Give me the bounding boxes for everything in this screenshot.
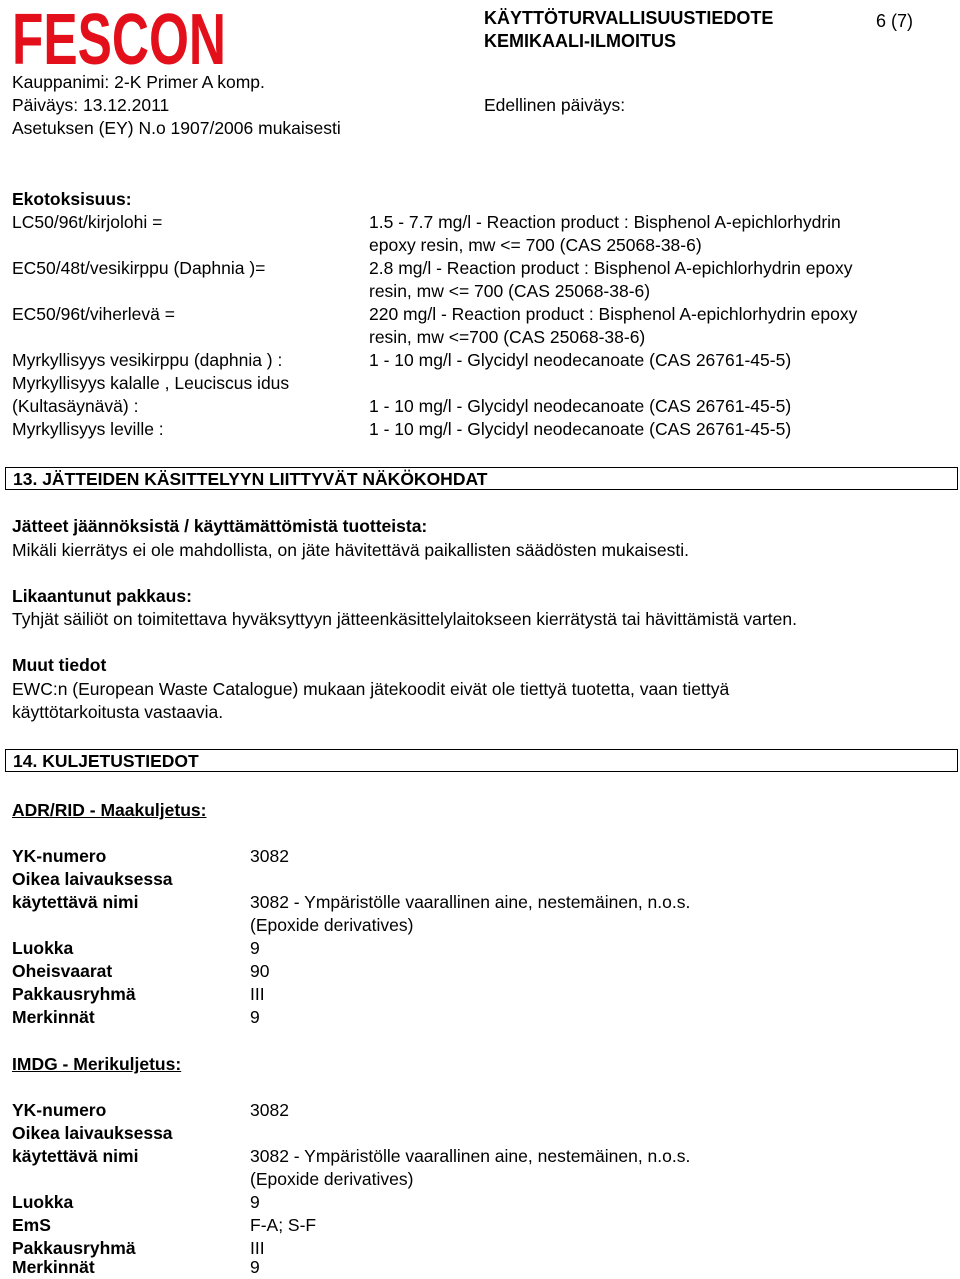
imdg-name-label-cont: käytettävä nimi	[12, 1146, 139, 1166]
packaging-text: Tyhjät säiliöt on toimitettava hyväksyttyyn jätteenkäsittelylaitokseen kierrätystä tai hävittämistä varten.	[12, 609, 797, 629]
imdg-name-value-cont: (Epoxide derivatives)	[250, 1169, 414, 1189]
ecotox-label: Myrkyllisyys leville :	[12, 419, 164, 439]
document-title: KÄYTTÖTURVALLISUUSTIEDOTE	[484, 8, 774, 28]
ecotox-value: 1 - 10 mg/l - Glycidyl neodecanoate (CAS 26761-45-5)	[369, 350, 792, 370]
ecotox-label: EC50/96t/viherlevä =	[12, 304, 175, 324]
waste-text: Mikäli kierrätys ei ole mahdollista, on jäte hävitettävä paikallisten säädösten mukaisesti.	[12, 540, 689, 560]
ecotox-label-cont: (Kultasäynävä) :	[12, 396, 139, 416]
other-info-heading: Muut tiedot	[12, 655, 107, 675]
adr-heading: ADR/RID - Maakuljetus:	[12, 800, 207, 820]
ecotox-label: LC50/96t/kirjolohi =	[12, 212, 163, 232]
imdg-class-label: Luokka	[12, 1192, 74, 1212]
ecotox-value-cont: resin, mw <=700 (CAS 25068-38-6)	[369, 327, 646, 347]
ecotox-value: 1.5 - 7.7 mg/l - Reaction product : Bisphenol A-epichlorhydrin	[369, 212, 841, 232]
imdg-ems-value: F-A; S-F	[250, 1215, 317, 1235]
adr-subsidiary-value: 90	[250, 961, 270, 981]
ecotox-label: Myrkyllisyys vesikirppu (daphnia ) :	[12, 350, 283, 370]
adr-name-label: Oikea laivauksessa	[12, 869, 173, 889]
adr-subsidiary-label: Oheisvaarat	[12, 961, 113, 981]
adr-name-value: 3082 - Ympäristölle vaarallinen aine, nestemäinen, n.o.s.	[250, 892, 691, 912]
page-number: 6 (7)	[876, 11, 914, 31]
adr-packing-group-label: Pakkausryhmä	[12, 984, 136, 1004]
ecotox-value: 220 mg/l - Reaction product : Bisphenol A-epichlorhydrin epoxy	[369, 304, 858, 324]
ecotox-heading: Ekotoksisuus:	[12, 189, 132, 209]
imdg-markings-label: Merkinnät	[12, 1257, 95, 1277]
adr-name-label-cont: käytettävä nimi	[12, 892, 139, 912]
logo-text: FESCON	[12, 6, 226, 70]
imdg-ems-label: EmS	[12, 1215, 51, 1235]
imdg-name-value: 3082 - Ympäristölle vaarallinen aine, nestemäinen, n.o.s.	[250, 1146, 691, 1166]
other-info-text-cont: käyttötarkoitusta vastaavia.	[12, 702, 224, 722]
document-date: Päiväys: 13.12.2011	[12, 95, 170, 115]
ecotox-label: EC50/48t/vesikirppu (Daphnia )=	[12, 258, 266, 278]
imdg-markings-value: 9	[250, 1257, 260, 1277]
section-13-title: 13. JÄTTEIDEN KÄSITTELYYN LIITTYVÄT NÄKÖKOHDAT	[5, 467, 958, 490]
previous-date: Edellinen päiväys:	[484, 95, 626, 115]
adr-markings-value: 9	[250, 1007, 260, 1027]
ecotox-value: 1 - 10 mg/l - Glycidyl neodecanoate (CAS 26761-45-5)	[369, 396, 792, 416]
imdg-packing-group-value: III	[250, 1238, 265, 1258]
imdg-name-label: Oikea laivauksessa	[12, 1123, 173, 1143]
fescon-logo	[12, 6, 228, 70]
adr-packing-group-value: III	[250, 984, 265, 1004]
trade-name: Kauppanimi: 2-K Primer A komp.	[12, 72, 265, 92]
imdg-un-value: 3082	[250, 1100, 289, 1120]
imdg-class-value: 9	[250, 1192, 260, 1212]
packaging-heading: Likaantunut pakkaus:	[12, 586, 192, 606]
adr-un-value: 3082	[250, 846, 289, 866]
ecotox-label: Myrkyllisyys kalalle , Leuciscus idus	[12, 373, 290, 393]
imdg-heading: IMDG - Merikuljetus:	[12, 1054, 182, 1074]
adr-name-value-cont: (Epoxide derivatives)	[250, 915, 414, 935]
ecotox-value: 1 - 10 mg/l - Glycidyl neodecanoate (CAS 26761-45-5)	[369, 419, 792, 439]
adr-class-label: Luokka	[12, 938, 74, 958]
regulation-note: Asetuksen (EY) N.o 1907/2006 mukaisesti	[12, 118, 341, 138]
adr-markings-label: Merkinnät	[12, 1007, 95, 1027]
ecotox-value-cont: resin, mw <= 700 (CAS 25068-38-6)	[369, 281, 651, 301]
waste-heading: Jätteet jäännöksistä / käyttämättömistä tuotteista:	[12, 516, 428, 536]
ecotox-value-cont: epoxy resin, mw <= 700 (CAS 25068-38-6)	[369, 235, 702, 255]
adr-un-label: YK-numero	[12, 846, 107, 866]
adr-class-value: 9	[250, 938, 260, 958]
other-info-text: EWC:n (European Waste Catalogue) mukaan jätekoodit eivät ole tiettyä tuotetta, vaan tiettyä	[12, 679, 730, 699]
ecotox-value: 2.8 mg/l - Reaction product : Bisphenol A-epichlorhydrin epoxy	[369, 258, 853, 278]
section-14-title: 14. KULJETUSTIEDOT	[5, 749, 958, 772]
imdg-packing-group-label: Pakkausryhmä	[12, 1238, 136, 1258]
document-subtitle: KEMIKAALI-ILMOITUS	[484, 31, 676, 51]
imdg-un-label: YK-numero	[12, 1100, 107, 1120]
